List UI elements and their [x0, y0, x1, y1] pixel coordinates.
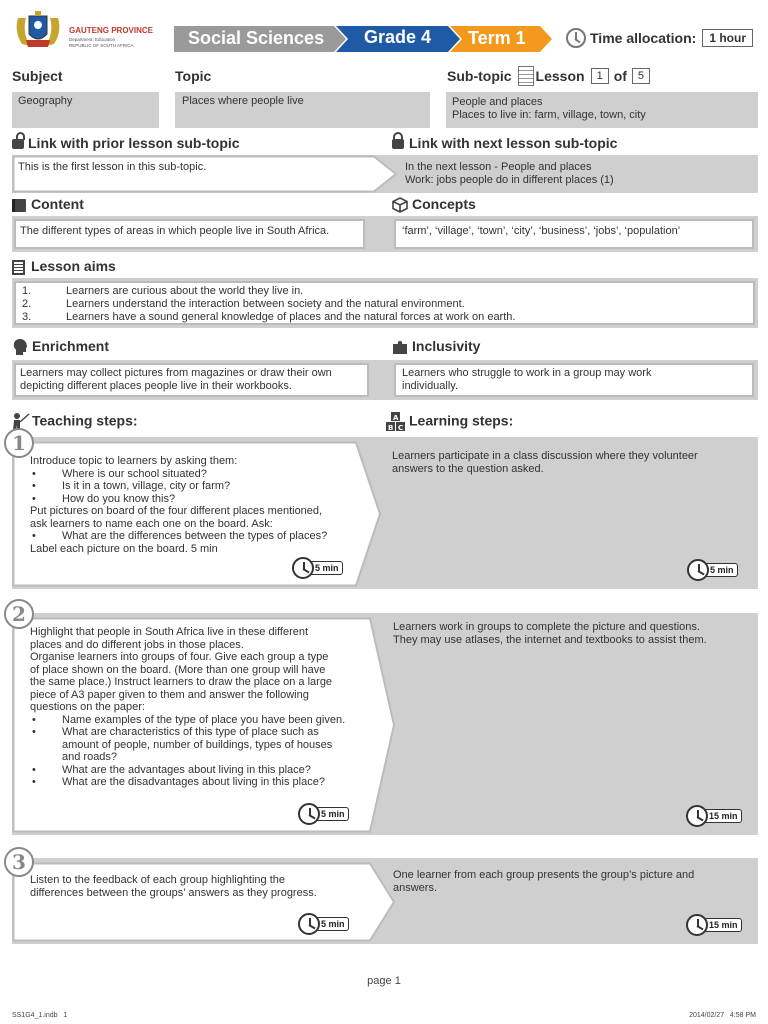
subtopic-value: [446, 92, 758, 128]
content-label: Content: [31, 196, 84, 212]
logo-department: Department: Education: [69, 37, 116, 42]
time-allocation: [566, 28, 753, 48]
step-1-bullet: • How do you know this?: [30, 493, 370, 506]
logo-republic: REPUBLIC OF SOUTH AFRICA: [69, 43, 134, 48]
learning-steps-label: Learning steps:: [409, 412, 514, 429]
concepts-header: [392, 196, 476, 213]
clock-icon: [298, 913, 320, 935]
step-1-bullet: • Where is our school situated?: [30, 468, 370, 481]
inclusivity-header: [392, 338, 480, 355]
lesson-number: 1: [591, 68, 609, 84]
content-header: [12, 196, 84, 212]
step-3-learn-line: One learner from each group presents the group’s picture and: [393, 869, 695, 881]
link-prior-label: Link with prior lesson sub-topic: [28, 135, 240, 151]
svg-text:C: C: [398, 424, 404, 432]
lesson-icon: [518, 66, 534, 86]
time-allocation-label: Time allocation:: [590, 30, 697, 46]
step-1-line: Put pictures on board of the four different places mentioned,: [30, 505, 323, 517]
inclusivity-label: Inclusivity: [412, 338, 481, 354]
step-3-line: differences between the groups’ answers as they progress.: [30, 886, 317, 899]
checklist-icon: [12, 260, 25, 275]
concepts-label: Concepts: [412, 196, 476, 212]
abc-blocks-icon: [385, 412, 407, 432]
lesson-aims-label: Lesson aims: [31, 258, 116, 274]
unlock-icon: [12, 139, 24, 149]
book-icon: [12, 199, 26, 212]
clock-icon: [687, 559, 709, 581]
step-2-bullet: • What are the advantages about living in this place?: [30, 764, 380, 777]
page-number: page 1: [367, 975, 401, 987]
head-icon: [12, 338, 28, 356]
aim-item: 2. Learners understand the interaction between society and the natural environment.: [22, 298, 465, 310]
subject-label: Subject: [12, 68, 63, 84]
step-3-teach-time-value: 5 min: [312, 917, 349, 931]
step-1-teach-time-value: 5 min: [306, 561, 343, 575]
puzzle-icon: [392, 339, 408, 355]
inclusivity-box: [394, 363, 754, 397]
clock-icon: [298, 803, 320, 825]
lesson-aims-list: [20, 285, 749, 324]
step-2-bullet-cont: and roads?: [62, 751, 118, 763]
aim-item: 3. Learners have a sound general knowledge of places and the natural forces at work on earth.: [22, 311, 516, 323]
step-2-number: 2: [4, 599, 34, 629]
step-1-line: Label each picture on the board. 5 min: [30, 542, 218, 555]
step-3-number: 3: [4, 847, 34, 877]
step-1-learn-line: answers to the question asked.: [392, 462, 544, 475]
footer-date: 2014/02/27 4:58 PM: [689, 1012, 756, 1019]
step-1-teaching-text: [30, 455, 370, 555]
clock-icon: [292, 557, 314, 579]
teaching-steps-label: Teaching steps:: [32, 412, 138, 429]
step-3-learn-line: answers.: [393, 881, 438, 894]
step-3-learn-time-value: 15 min: [700, 918, 742, 932]
header-subject: Social Sciences: [188, 28, 325, 48]
link-next-text: [405, 161, 614, 186]
step-2-line: Highlight that people in South Africa live in these different: [30, 626, 309, 638]
link-next-label: Link with next lesson sub-topic: [409, 135, 618, 151]
step-1-teach-time: [292, 557, 343, 579]
step-1-learn-time-value: 5 min: [701, 563, 738, 577]
step-2-learn-line: Learners work in groups to complete the picture and questions.: [393, 621, 700, 633]
of-label: of: [613, 68, 627, 84]
step-1-bullet: • Is it in a town, village, city or farm?: [30, 480, 370, 493]
gauteng-logo: [12, 10, 162, 52]
cube-icon: [392, 197, 408, 213]
step-2-line: the same place.) Instruct learners to draw the place on a large: [30, 676, 333, 688]
step-3-teaching-text: [30, 874, 380, 899]
time-allocation-value: 1 hour: [702, 29, 753, 47]
step-2-bullet: • What are the disadvantages about living in this place?: [30, 776, 380, 789]
teaching-steps-header: [12, 412, 138, 432]
step-1-learning-text: [392, 450, 698, 475]
subject-value: Geography: [12, 92, 159, 128]
link-next-line-1: In the next lesson - People and places: [405, 161, 592, 173]
clock-icon: [566, 28, 586, 48]
link-prior-text: This is the first lesson in this sub-topic.: [18, 161, 207, 173]
step-1-line: Introduce topic to learners by asking them:: [30, 455, 238, 467]
step-3-learn-time: [686, 914, 742, 936]
enrichment-line-1: Learners may collect pictures from magazines or draw their own: [20, 367, 332, 379]
footer-file: SS1G4_1.indb 1: [12, 1012, 68, 1019]
step-1-learn-time: [687, 559, 738, 581]
step-1-line: ask learners to name each one on the board. Ask:: [30, 517, 273, 530]
learning-steps-header: [385, 412, 513, 432]
enrichment-label: Enrichment: [32, 338, 110, 354]
step-2-learn-time-value: 15 min: [700, 809, 742, 823]
coat-of-arms-icon: [12, 10, 64, 50]
step-2-line: piece of A3 paper given to them and answer the following: [30, 688, 309, 701]
step-3-line: Listen to the feedback of each group highlighting the: [30, 874, 286, 886]
step-2-teach-time-value: 5 min: [312, 807, 349, 821]
header-term: Term 1: [468, 28, 526, 48]
subtopic-line-2: Places to live in: farm, village, town, city: [452, 108, 646, 121]
enrichment-header: [12, 338, 109, 356]
enrichment-box: [14, 363, 369, 397]
step-2-teaching-text: [30, 626, 380, 789]
lesson-aims-header: [12, 258, 116, 275]
step-2-learning-text: [393, 621, 707, 646]
content-box: The different types of areas in which people live in South Africa.: [14, 219, 365, 249]
link-next-header: [392, 135, 617, 151]
step-2-line: questions on the paper:: [30, 701, 145, 713]
subtopic-line-1: People and places: [452, 96, 543, 108]
step-2-line: of place shown on the board. (More than one group will have: [30, 663, 326, 676]
step-2-bullet: • What are characteristics of this type of place such as: [30, 726, 380, 739]
step-2-bullet-cont: amount of people, number of buildings, types of houses: [62, 738, 333, 751]
step-2-bullet: • Name examples of the type of place you have been given.: [30, 714, 380, 727]
lesson-total: 5: [632, 68, 650, 84]
topic-label: Topic: [175, 68, 212, 84]
lock-icon: [392, 139, 404, 149]
enrichment-line-2: depicting different places people live in their workbooks.: [20, 380, 292, 392]
step-2-line: Organise learners into groups of four. Give each group a type: [30, 651, 329, 663]
step-2-line: places and do different jobs in those places.: [30, 638, 244, 651]
step-3-teach-time: [298, 913, 349, 935]
clock-icon: [686, 805, 708, 827]
step-1-bullet: • What are the differences between the types of places?: [30, 530, 370, 543]
svg-text:B: B: [388, 424, 394, 432]
step-3-learning-text: [393, 869, 694, 894]
svg-text:A: A: [393, 414, 399, 422]
step-1-number: 1: [4, 428, 34, 458]
step-2-learn-line: They may use atlases, the internet and textbooks to assist them.: [393, 633, 707, 646]
inclusivity-line-1: Learners who struggle to work in a group may work: [402, 367, 652, 379]
step-1-learn-line: Learners participate in a class discussion where they volunteer: [392, 450, 698, 462]
lesson-aims-box: [14, 281, 755, 325]
clock-icon: [686, 914, 708, 936]
step-2-teach-time: [298, 803, 349, 825]
topic-value: Places where people live: [175, 92, 430, 128]
lesson-label: Lesson: [535, 68, 585, 84]
inclusivity-line-2: individually.: [402, 380, 459, 392]
logo-title: GAUTENG PROVINCE: [69, 26, 154, 35]
aim-item: 1. Learners are curious about the world they live in.: [22, 285, 304, 297]
subtopic-header: [447, 66, 650, 86]
subtopic-label: Sub-topic: [447, 68, 512, 84]
header-grade: Grade 4: [364, 27, 432, 47]
concepts-box: ‘farm’, ‘village’, ‘town’, ‘city’, ‘business’, ‘jobs’, ‘population’: [394, 219, 754, 249]
link-next-line-2: Work: jobs people do in different places (1): [405, 173, 614, 186]
link-prior-header: [12, 135, 240, 151]
step-2-learn-time: [686, 805, 742, 827]
